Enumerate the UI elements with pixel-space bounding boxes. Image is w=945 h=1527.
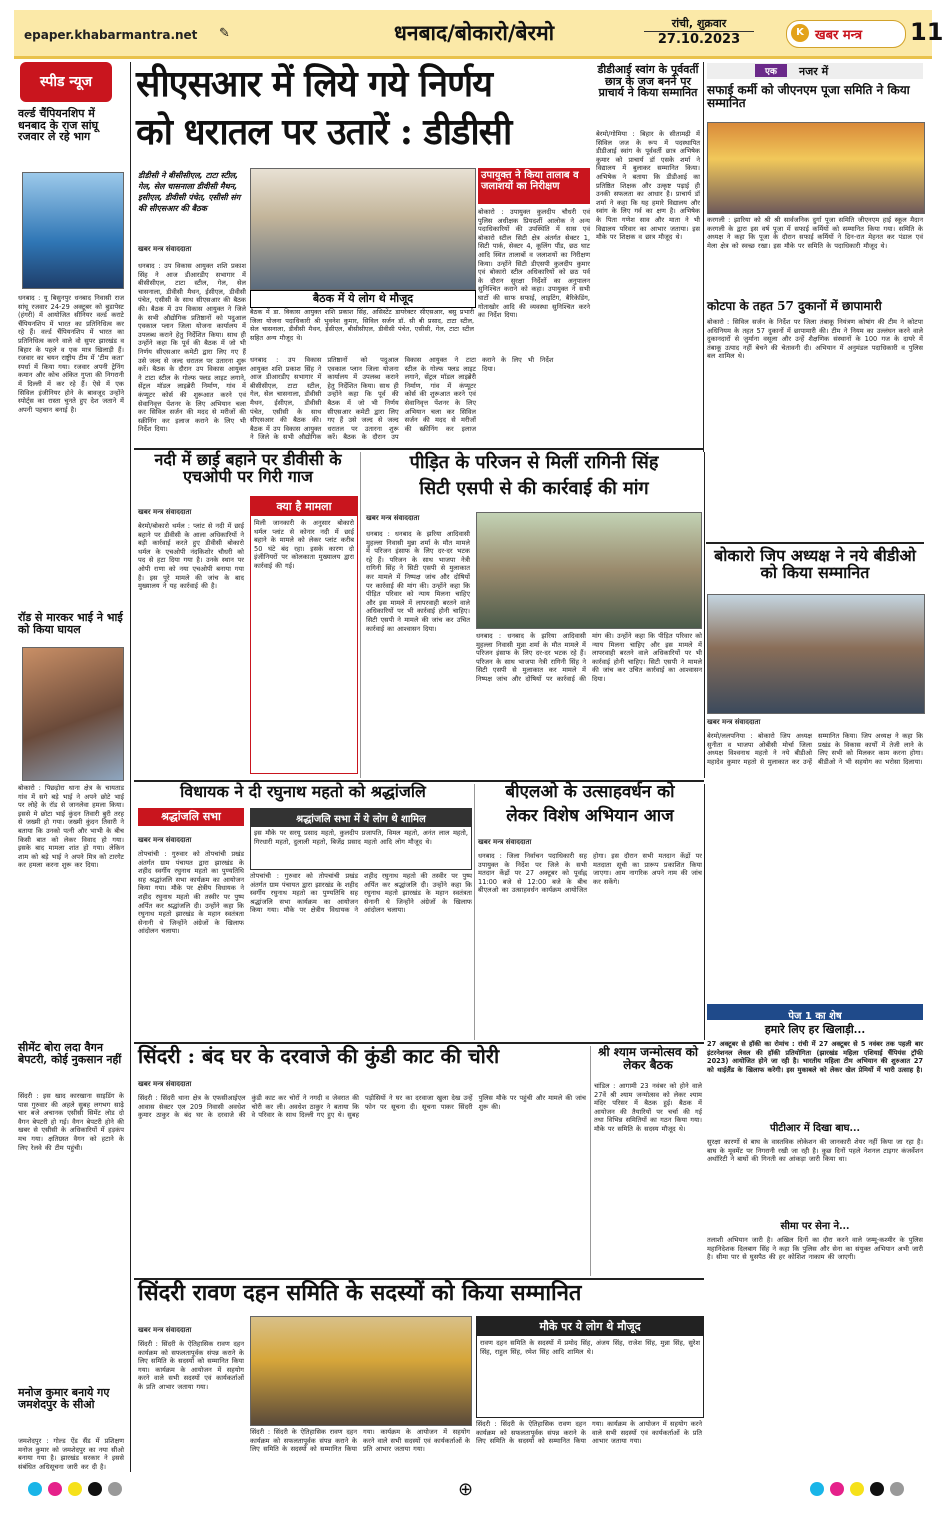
speed-item3-title: सीमेंट बोरा लदा वैगन बेपटरी, कोई नुकसान नहीं [18, 1041, 122, 1066]
sindri-theft-byline: खबर मन्त्र संवाददाता [138, 1080, 192, 1088]
blo-headline-2: लेकर विशेष अभियान आज [506, 806, 674, 826]
speed-item1-title: वर्ल्ड चैंपियनशिप में धनबाद के राज सांघू रजवार ले रहे भाग [18, 107, 99, 144]
speed-item4-title: मनोज कुमार बनाये गए जमशेदपुर के सीओ [18, 1386, 110, 1411]
epaper-url[interactable]: epaper.khabarmantra.net [24, 28, 198, 42]
issue-date: 27.10.2023 [644, 31, 754, 47]
color-registration-bar [20, 1478, 925, 1502]
ragini-photo [476, 512, 702, 629]
speed-item3-body: सिंदरी : इस खाद कारखाना साइडिंग के पास गुरुवार की अहले सुबह लगभग साढ़े चार बजे अचानक एसीसी सिमेंट लोड दो वैगन बेपटरी हो गई। वैगन बेपटरी होने की खबर से एसीसी के अधिकारियों में हड़कंप मच गया। क्षतिग्रस्त वैगन को हटाने के लिए रेलवे की टीम पहुंची। [18, 1092, 124, 1152]
blo-body: धनबाद : जिला निर्वाचन पदाधिकारी सह उपायुक्त के निर्देश पर जिले के सभी मतदान केंद्रों पर 27 अक्टूबर को पूर्वाह्न 11:00 बजे से 12:00 बजे के बीच बीएलओ का उत्साहवर्धन कार्यक्रम आयोजित होगा। इस दौरान सभी मतदान केंद्रों पर मतदाता सूची का प्रारूप प्रकाशित किया जाएगा। आम नागरिक अपने नाम की जांच कर सकेंगे। [478, 852, 702, 895]
speed-item1-body: धनबाद : यू बिसुनपुर धनबाद निवासी राज सांघू रजवार 24-29 अक्टूबर को बुडापेस्ट (हंगरी) में आयोजित सीनियर वर्ल्ड कराटे चैंपियनशिप में भारत का प्रतिनिधित्व कर रहे हैं। वर्ल्ड चैंपियनशिप में भारत का प्रतिनिधित्व करने वाले वो सुपर झारखंड व बिहार के पहले व एक मात्र खिलाड़ी हैं। रजवार का चयन राष्ट्रीय टीम में 'टीम कता' स्पर्धा में किया गया। रजवार अपनी ट्रेनिंग कमान और कोच अंकित गुप्ता की निगरानी में दिल्ली में कर रहे हैं। ऐसे में एक सिविल इंजीनियर होने के बावजूद उन्होंने स्पोर्ट्स का रास्ता चुनते हुए देश जताने में अपनी पहचान बनाई है। [18, 294, 124, 414]
lead-photo [250, 168, 476, 290]
zip-photo [707, 594, 925, 714]
dvc-box [250, 496, 358, 774]
ravan-headline: सिंदरी रावण दहन समिति के सदस्यों को किया सम्मानित [138, 1280, 582, 1306]
sports-tag-label: पेज 1 का शेष [788, 1011, 842, 1022]
brand-name: खबर मन्त्र [815, 28, 863, 43]
speed-item4-body: जमशेदपुर : गोल्ड ऐंड सैंड में प्रशिक्षण मनोज कुमार को जमशेदपुर का नया सीओ बनाया गया है। झारखंड सरकार ने इससे संबंधित अधिसूचना जारी कर दी है। [18, 1437, 124, 1471]
sports-tag [707, 1004, 923, 1020]
zip-byline: खबर मन्त्र संवाददाता [707, 718, 761, 726]
dvc-box-body: मिली जानकारी के अनुसार बोकारो थर्मल प्लांट से कोनार नदी में छाई बहाने के मामले को लेकर प्लांट करीब 50 घंटे बंद रहा। इसके कारण दो इंजीनियरों पर कोलकाता मुख्यालय द्वारा कार्रवाई की गई। [254, 519, 354, 570]
ek-nazar-headline: सफाई कर्मी को जीएनएम पूजा समिति ने किया सम्मानित [707, 83, 910, 110]
raghunath-byline: खबर मन्त्र संवाददाता [138, 836, 192, 844]
ragini-byline: खबर मन्त्र संवाददाता [366, 514, 420, 522]
raghunath-body-cont: तोपचांची : गुरुवार को तोपचांची प्रखंड अंतर्गत ग्राम पंचायत द्वारा झारखंड के शहीद स्वर्गीय रघुनाथ महतो का पुण्यतिथि सह श्रद्धांजलि सभा कार्यक्रम का आयोजन किया गया। मौके पर क्षेत्रीय विधायक ने शहीद रघुनाथ महतो की तस्वीर पर पुष्प अर्पित कर श्रद्धांजलि दी। उन्होंने कहा कि रघुनाथ महतो झारखंड के महान स्वतंत्रता सेनानी थे जिन्होंने अंग्रेजों के खिलाफ आंदोलन चलाया। [250, 872, 472, 915]
raghunath-body: तोपचांची : गुरुवार को तोपचांची प्रखंड अंतर्गत ग्राम पंचायत द्वारा झारखंड के शहीद स्वर्गीय रघुनाथ महतो का पुण्यतिथि सह श्रद्धांजलि सभा कार्यक्रम का आयोजन किया गया। मौके पर क्षेत्रीय विधायक ने शहीद रघुनाथ महतो की तस्वीर पर पुष्प अर्पित कर श्रद्धांजलि दी। उन्होंने कहा कि रघुनाथ महतो झारखंड के महान स्वतंत्रता सेनानी थे जिन्होंने अंग्रेजों के खिलाफ आंदोलन चलाया। [138, 850, 244, 936]
dvc-byline: खबर मन्त्र संवाददाता [138, 508, 192, 516]
brand-logo [786, 20, 906, 48]
speed-item2-title: रॉड से मारकर भाई ने भाई को किया घायल [18, 611, 123, 636]
inspection-body: बोकारो : उपायुक्त कुलदीप चौधरी एवं पुलिस अधीक्षक प्रियदर्शी आलोक ने अन्य पदाधिकारियों की उपस्थिति में सास एवं बोकारो स्टील सिटी क्षेत्र अंतर्गत सेक्टर 1, सिटी पार्क, सेक्टर 4, कूलिंग पौंड, छठ घाट आदि स्थित तालाबों व जलाशयों का निरीक्षण किया। उन्होंने सिटी डीएसपी कुलदीप कुमार एवं बोकारो स्टील अधिकारियों को छठ पर्व के दौरान सुरक्षा निर्देशों का अनुपालन सुनिश्चित कराने को कहा। उपायुक्त ने सभी घाटों की साफ सफाई, लाइटिंग, बैरिकेडिंग, गोताखोर आदि की व्यवस्था सुनिश्चित करने का निर्देश दिया। [478, 208, 590, 320]
reg-dot-gray [108, 1482, 122, 1496]
page-number: 11 [910, 18, 944, 46]
raghunath-tag: श्रद्धांजलि सभा [138, 808, 244, 826]
lead-photo-caption-body: बैठक में डा. विकास आयुक्त शशि प्रकाश सिंह, असिस्टेंट डायरेक्टर सीएसआर, बसु प्रभारी जिला योजना पदाधिकारी श्री भुवनेश कुमार, सिविल सर्जन डॉ. सी बी प्रसाद, टाटा स्टील, सेल चासनाला, डीवीसी मैथन, ईसीएल, बीसीसीएल, डीवीसी पंचेत, एसीसी, गेल, टाटा स्टील सहित अन्य मौजूद थे। [250, 308, 474, 342]
lead-byline: खबर मन्त्र संवाददाता [138, 245, 192, 253]
divider-ddi [703, 62, 704, 452]
ravan-byline: खबर मन्त्र संवाददाता [138, 1326, 192, 1334]
ek-nazar-header [707, 63, 923, 79]
ravan-caption-title: मौके पर ये लोग थे मौजूद [477, 1317, 703, 1336]
lead-headline-1: सीएसआर में लिये गये निर्णय [136, 63, 493, 105]
sports-headline: हमारे लिए हर खिलाड़ी... [764, 1023, 866, 1036]
ravan-photo [250, 1316, 472, 1426]
place-day: रांची, शुक्रवार [671, 17, 727, 30]
blo-headline-1: बीएलओ के उत्साहवर्धन को [505, 782, 675, 802]
raghunath-box-title: श्रद्धांजलि सभा में ये लोग थे शामिल [251, 809, 471, 827]
sports-sub2-body: तलाशी अभियान जारी है। अखिल दिनों का दौरा करने वाले जम्मू-कश्मीर के पुलिस महानिदेशक दिलबाग सिंह ने कहा कि पुलिस और सेना का संयुक्त अभियान अभी जारी है। सीमा पार से घुसपैठ की हर कोशिश नाकाम की जाएगी। [707, 1236, 924, 1262]
nazar-label: नजर में [799, 65, 829, 78]
lead-photo-caption: बैठक में ये लोग थे मौजूद [250, 290, 476, 308]
divider-ragini [704, 452, 705, 778]
ragini-headline-1: पीड़ित के परिजन से मिलीं रागिनी सिंह [409, 452, 659, 473]
speed-news-banner [20, 62, 112, 102]
zip-headline: बोकारो जिप अध्यक्ष ने नये बीडीओ को किया सम्मानित [714, 546, 916, 582]
reg-dot-cyan-2 [810, 1482, 824, 1496]
lead-headline-2: को धरातल पर उतारें : डीडीसी [136, 111, 512, 153]
brand-logo-icon: K [791, 24, 809, 42]
reg-dot-magenta-2 [830, 1482, 844, 1496]
lead-body: धनबाद : उप विकास आयुक्त शशि प्रकाश सिंह ने आज डीआरडीए सभागार में बीसीसीएल, टाटा स्टील, गेल, सेल चासनाला, डीवीसी मैथन, ईसीएल, डीवीसी पंचेत, एसीसी के साथ सीएसआर की बैठक की। बैठक में उप विकास आयुक्त ने जिले के सभी औद्योगिक प्रतिष्ठानों को पदुआल एवकाल प्लान जिला योजना कार्यालय में उपलब्ध कराने हेतु निर्देशित किया। साथ ही उन्होंने कहा कि पूर्व की बैठक में जो भी निर्णय सीएसआर कमेटी द्वारा लिए गए हैं उसे जल्द से जल्द धरातल पर उतारना शुरू करें। बैठक के दौरान उप विकास आयुक्त ने टाटा स्टील के गोल्फ फ्लड लाइट लगाने, सेंट्रल मॉडल लाइब्रेरी निर्माण, गांव में कंप्यूटर कोर्स की शुरूआत करने एवं सेवानिवृत्त पेंशनर के लिए अभियान चला कर सिविल सर्जन की मदद से मरीजों की स्क्रीनिंग कर इलाज कराने के लिए भी निर्देश दिया। [138, 262, 246, 434]
masthead [14, 10, 944, 59]
date-block [644, 16, 754, 47]
ragini-body-cont: धनबाद : धनबाद के झरिया आदिवासी मुहल्ला निवासी मुन्ना शर्मा के मौत मामले में परिजन इंसाफ के लिए दर-दर भटक रहे हैं। परिजन के साथ भाजपा नेत्री रागिनी सिंह ने सिटी एसपी से मुलाकात कर मामले में निष्पक्ष जांच और दोषियों पर कार्रवाई की मांग की। उन्होंने कहा कि पीड़ित परिवार को न्याय मिलना चाहिए और इस मामले में लापरवाही बरतने वाले अधिकारियों पर भी कार्रवाई होनी चाहिए। सिटी एसपी ने मामले की जांच कर उचित कार्रवाई का आश्वासन दिया। [476, 632, 702, 683]
ravan-body: सिंदरी : सिंदरी के ऐतिहासिक रावण दहन कार्यक्रम को सफलतापूर्वक संपन्न कराने के लिए समिति के सदस्यों को सम्मानित किया गया। कार्यक्रम के आयोजन में सहयोग करने वाले सभी सदस्यों एवं कार्यकर्ताओं के प्रति आभार जताया गया। [138, 1340, 244, 1391]
reg-dot-magenta [48, 1482, 62, 1496]
raghunath-box-body: इस मौके पर सरयू प्रसाद महतो, कुलदीप प्रजापति, विमल महतो, अनंत लाल महतो, गिरधारी महतो, दुलाली महतो, बिजेंद्र प्रसाद महतो आदि लोग मौजूद थे। [254, 829, 468, 846]
speed-column-divider [130, 62, 131, 1472]
ravan-caption-box [476, 1316, 704, 1418]
ek-nazar-body: करगली : झारिया को श्री श्री सार्वजनिक दुर्गा पूजा समिति जीएनएम हाई स्कूल मैदान करगली के द्वारा इस वर्ष पूजा में सफाई कर्मियों को सम्मानित किया गया। समिति के अध्यक्ष ने कहा कि पूजा के दौरान सफाई कर्मियों ने दिन-रात मेहनत कर पंडाल एवं मेला क्षेत्र को स्वच्छ रखा। इस मौके पर समिति के पदाधिकारी मौजूद थे। [707, 216, 923, 250]
ravan-body-cont: सिंदरी : सिंदरी के ऐतिहासिक रावण दहन कार्यक्रम को सफलतापूर्वक संपन्न कराने के लिए समिति के सदस्यों को सम्मानित किया गया। कार्यक्रम के आयोजन में सहयोग करने वाले सभी सदस्यों एवं कार्यकर्ताओं के प्रति आभार जताया गया। [250, 1428, 470, 1454]
speed-news-column [18, 62, 128, 1472]
reg-dot-yellow-2 [850, 1482, 864, 1496]
cursor-icon: ✎ [219, 26, 230, 41]
speed-item2-body: बोकारो : पिछड़ोरा थाना क्षेत्र के चायताड गांव में सगे बड़े भाई ने अपने छोटे भाई पर लोहे के रॉड से जानलेवा हमला किया। इससे मे छोटा भाई कुंदन तिवारी बुरी तरह से जख्मी हो गया। जख्मी कुंदन तिवारी ने बताया कि उनको पत्नी और भाभी के बीच किसी बात को लेकर विवाद हो गया। इसके बाद मामला शांत हो गया। लेकिन शाम को बड़े भाई ने अपने मित्र को टारगेट कर हमला करना शुरू कर दिया। [18, 784, 124, 870]
shyam-body: चांडिल : आगामी 23 नवंबर को होने वाले 27वें श्री श्याम जन्मोत्सव को लेकर श्याम मंदिर परिसर में बैठक हुई। बैठक में आयोजन की तैयारियों पर चर्चा की गई तथा विभिन्न समितियों का गठन किया गया। मौके पर समिति के सदस्य मौजूद थे। [594, 1082, 702, 1133]
reg-dot-gray-2 [890, 1482, 904, 1496]
ravan-body-cont2: सिंदरी : सिंदरी के ऐतिहासिक रावण दहन कार्यक्रम को सफलतापूर्वक संपन्न कराने के लिए समिति के सदस्यों को सम्मानित किया गया। कार्यक्रम के आयोजन में सहयोग करने वाले सभी सदस्यों एवं कार्यकर्ताओं के प्रति आभार जताया गया। [476, 1420, 702, 1446]
ddi-headline: डीडीआई स्वांग के पूर्ववर्ती छात्र के जज बनने पर प्राचार्य ने किया सम्मानित [597, 63, 699, 100]
reg-dot-cyan [28, 1482, 42, 1496]
ddi-body: बेरमो/गोमिया : बिहार के सीतामढ़ी में सिविल जज के रूप में पदस्थापित डीडीआई स्वांग के पूर्ववर्ती छात्र अभिषेक कुमार को प्राचार्य डॉ एसके शर्मा ने विद्यालय में बुलाकर सम्मानित किया। अभिषेक ने बताया कि डीडीआई का प्रतिष्ठित शिक्षक और उत्कृष्ट पढ़ाई ही उनकी सफलता का आधार है। प्राचार्य डॉ शर्मा ने कहा कि यह हमारे विद्यालय और स्वांग के लिए गर्व का क्षण है। अभिषेक के पिता गणेश साव और माता ने भी विद्यालय परिवार का आभार जताया। इस मौके पर शिक्षक व छात्र मौजूद थे। [596, 130, 700, 242]
sindri-theft-body: सिंदरी : सिंदरी थाना क्षेत्र के एफसीआईएल आवास सेक्टर एल 209 निवासी अवधेश कुमार ठाकुर के बंद घर के दरवाजे की कुंडी काट कर चोरों ने नगदी व जेवरात की चोरी कर ली। अवधेश ठाकुर ने बताया कि वे परिवार के साथ दिल्ली गए हुए थे। सुबह पड़ोसियों ने घर का दरवाजा खुला देख उन्हें फोन पर सूचना दी। सूचना पाकर सिंदरी पुलिस मौके पर पहुंची और मामले की जांच शुरू की। [138, 1094, 586, 1120]
crosshair-icon: ⊕ [458, 1479, 474, 1500]
ek-nazar-photo [707, 122, 925, 214]
blo-byline: खबर मन्त्र संवाददाता [478, 838, 532, 846]
sports-body: 27 अक्टूबर से हॉकी का रोमांच : रांची में 27 अक्टूबर से 5 नवंबर तक पहली बार इंटरनेशनल लेवल की हॉकी प्रतियोगिता (झारखंड महिला एशियाई चैंपियंस ट्रॉफी 2023) आयोजित होने जा रही है। भारतीय महिला टीम अभियान की शुरुआत 27 को थाईलैंड के खिलाफ करेगी। इस मुकाबले को लेकर खेल प्रेमियों में भारी उत्साह है। [707, 1040, 923, 1074]
reg-dot-yellow [68, 1482, 82, 1496]
speed-item2-photo [22, 647, 124, 781]
speed-item1-photo [22, 172, 124, 289]
ravan-caption-body: रावण दहन समिति के सदस्यों में प्रमोद सिंह, अंजय सिंह, राजेश सिंह, मुन्ना सिंह, सुरेश सिंह, राहुल सिंह, रमेश सिंह आदि शामिल थे। [480, 1339, 700, 1356]
sports-sub1-body: सुरक्षा कारणों से बाघ के वास्तविक लोकेशन की जानकारी शेयर नहीं किया जा रहा है। बाघ के मूवमेंट पर निगरानी रखी जा रही है। कुछ दिनों पहले नेशनल टाइगर कंजर्वेशन अथॉरिटी ने बाघों की गिनती का आंकड़ा जारी किया था। [707, 1138, 923, 1164]
ragini-body: धनबाद : धनबाद के झरिया आदिवासी मुहल्ला निवासी मुन्ना शर्मा के मौत मामले में परिजन इंसाफ के लिए दर-दर भटक रहे हैं। परिजन के साथ भाजपा नेत्री रागिनी सिंह ने सिटी एसपी से मुलाकात कर मामले में निष्पक्ष जांच और दोषियों पर कार्रवाई की मांग की। उन्होंने कहा कि पीड़ित परिवार को न्याय मिलना चाहिए और इस मामले में लापरवाही बरतने वाले अधिकारियों पर भी कार्रवाई होनी चाहिए। सिटी एसपी ने मामले की जांच कर उचित कार्रवाई का आश्वासन दिया। [366, 530, 470, 633]
kotpa-body: बोकारो : सिविल सर्जन के निर्देश पर जिला तंबाकू नियंत्रण कोषांग की टीम ने कोटपा अधिनियम के तहत 57 दुकानों में छापामारी की। टीम ने नियम का उल्लंघन करने वाले दुकानदारों से जुर्माना वसूला और उन्हें शैक्षणिक संस्थानों के 100 गज के दायरे में तंबाकू उत्पाद नहीं बेचने की चेतावनी दी। अभियान में अनुमंडल पदाधिकारी व पुलिस बल शामिल थे। [707, 318, 923, 361]
ek-tag: एक [755, 64, 787, 77]
shyam-headline: श्री श्याम जन्मोत्सव को लेकर बैठक [597, 1045, 699, 1072]
dvc-body: बेरमो/बोकारो थर्मल : प्लांट से नदी में छाई बहाने पर डीवीसी के आला अधिकारियों ने बड़ी कार्रवाई करते हुए डीवीसी बोकारो थर्मल के एचओपी नंदकिशोर चौधरी को पद से हटा दिया गया है। उनके स्थान पर ओपी राणा को नया एचओपी बनाया गया है। इस पूरे मामले की जांच के बाद मुख्यालय ने यह कार्रवाई की है। [138, 522, 244, 591]
inspection-headline: उपायुक्त ने किया तालाब व जलाशयों का निरीक्षण [481, 170, 579, 192]
lead-bullets: डीडीसी ने बीसीसीएल, टाटा स्टील, गेल, सेल चासनाला डीवीसी मैथन, इसीएल, डीवीसी पंचेत, एसीसी संग की सीएसआर की बैठक [138, 171, 241, 213]
reg-dot-black [88, 1482, 102, 1496]
ragini-headline-2: सिटी एसपी से की कार्रवाई की मांग [419, 478, 649, 499]
sindri-theft-headline: सिंदरी : बंद घर के दरवाजे की कुंडी काट की चोरी [138, 1044, 500, 1068]
dvc-box-title: क्या है मामला [251, 497, 357, 516]
divider-zip-top [706, 542, 924, 544]
edition-title: धनबाद/बोकारो/बेरमो [394, 20, 555, 45]
raghunath-headline: विधायक ने दी रघुनाथ महतो को श्रद्धांजलि [180, 782, 426, 801]
lead-body-cont: धनबाद : उप विकास आयुक्त शशि प्रकाश सिंह ने आज डीआरडीए सभागार में बीसीसीएल, टाटा स्टील, गेल, सेल चासनाला, डीवीसी मैथन, ईसीएल, डीवीसी पंचेत, एसीसी के साथ सीएसआर की बैठक की। बैठक में उप विकास आयुक्त ने जिले के सभी औद्योगिक प्रतिष्ठानों को पदुआल एवकाल प्लान जिला योजना कार्यालय में उपलब्ध कराने हेतु निर्देशित किया। साथ ही उन्होंने कहा कि पूर्व की बैठक में जो भी निर्णय सीएसआर कमेटी द्वारा लिए गए हैं उसे जल्द से जल्द धरातल पर उतारना शुरू करें। बैठक के दौरान उप विकास आयुक्त ने टाटा स्टील के गोल्फ फ्लड लाइट लगाने, सेंट्रल मॉडल लाइब्रेरी निर्माण, गांव में कंप्यूटर कोर्स की शुरूआत करने एवं सेवानिवृत्त पेंशनर के लिए अभियान चला कर सिविल सर्जन की मदद से मरीजों की स्क्रीनिंग कर इलाज कराने के लिए भी निर्देश दिया। [250, 356, 554, 442]
speed-news-label: स्पीड न्यूज [39, 74, 93, 90]
zip-body: बेरमो/ललपनिया : बोकारो जिप अध्यक्ष सुनीता व भाजपा ओबीसी मोर्चा जिला अध्यक्ष विश्वनाथ महतो ने नये बीडीओ महादेव कुमार महतो से मुलाकात कर उन्हें सम्मानित किया। जिप अध्यक्ष ने कहा कि प्रखंड के विकास कार्यों में तेजी लाने के लिए सभी को मिलकर काम करना होगा। बीडीओ ने भी सहयोग का भरोसा दिलाया। [707, 732, 923, 766]
dvc-headline: नदी में छाई बहाने पर डीवीसी के एचओपी पर गिरी गाज [154, 450, 342, 486]
divider-raghunath [474, 784, 475, 1040]
raghunath-box [250, 808, 472, 870]
inspection-headline-box [478, 168, 590, 204]
kotpa-headline: कोटपा के तहत 57 दुकानों में छापामारी [707, 299, 882, 313]
divider-blo [704, 784, 705, 1040]
divider-shyam [590, 1046, 591, 1276]
reg-dot-black-2 [870, 1482, 884, 1496]
sports-sub1: पीटीआर में दिखा बाघ... [770, 1123, 860, 1134]
divider-dvc [360, 452, 361, 778]
sports-sub2: सीमा पर सेना ने... [780, 1221, 850, 1232]
